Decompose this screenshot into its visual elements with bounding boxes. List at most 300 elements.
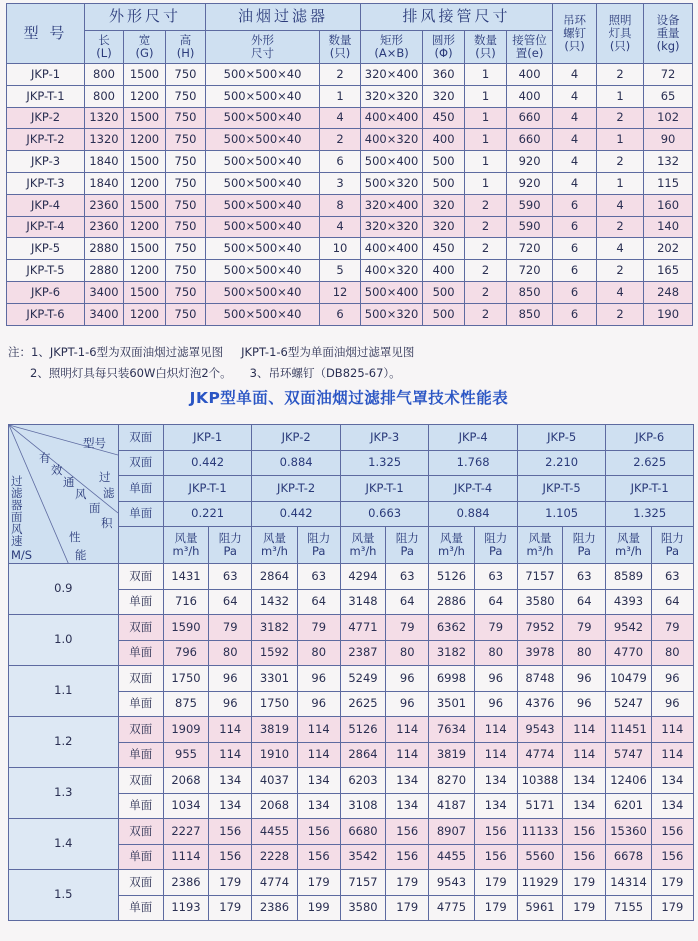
airflow-cell: 2886 xyxy=(429,589,474,615)
resistance-cell: 64 xyxy=(209,589,252,615)
spec-cell: 1320 xyxy=(85,107,124,129)
resistance-cell: 156 xyxy=(563,819,606,845)
resistance-cell: 80 xyxy=(651,640,693,666)
area-s-5: 1.105 xyxy=(517,501,606,527)
col-filter: 油烟过滤器 xyxy=(206,4,361,31)
spec-model-cell: JKP-6 xyxy=(7,281,85,303)
spec-cell: 2 xyxy=(597,107,644,129)
spec-cell: 360 xyxy=(423,64,465,86)
spec-model-cell: JKP-5 xyxy=(7,238,85,260)
spec-cell: 8 xyxy=(320,194,361,216)
resistance-cell: 179 xyxy=(386,870,429,896)
corner-area-char: 积 xyxy=(101,516,113,530)
airflow-cell: 10388 xyxy=(517,768,562,794)
unit-resistance: 阻力 Pa xyxy=(651,527,693,564)
perf-table-title: JKP型单面、双面油烟过滤排气罩技术性能表 xyxy=(189,389,509,407)
spec-cell: 2 xyxy=(320,129,361,151)
unit-resistance: 阻力 Pa xyxy=(474,527,517,564)
model-d-6: JKP-6 xyxy=(606,425,694,451)
resistance-cell: 114 xyxy=(563,717,606,743)
spec-cell: 4 xyxy=(553,85,597,107)
resistance-cell: 179 xyxy=(297,870,340,896)
resistance-cell: 134 xyxy=(651,793,693,819)
resistance-cell: 96 xyxy=(651,691,693,717)
airflow-cell: 1750 xyxy=(252,691,297,717)
spec-model-cell: JKP-T-6 xyxy=(7,303,85,325)
unit-resistance: 阻力 Pa xyxy=(563,527,606,564)
resistance-cell: 96 xyxy=(386,691,429,717)
notes xyxy=(8,342,414,384)
corner-area-char: 过 xyxy=(99,470,111,484)
airflow-cell: 4187 xyxy=(429,793,474,819)
face-type-cell: 单面 xyxy=(118,742,163,768)
spec-cell: 500×400 xyxy=(361,281,423,303)
resistance-cell: 96 xyxy=(651,666,693,692)
spec-cell: 750 xyxy=(166,107,206,129)
airflow-cell: 2864 xyxy=(340,742,385,768)
col-weight: 设备 重量 (kg) xyxy=(644,4,693,64)
spec-cell: 500×500×40 xyxy=(206,85,320,107)
airflow-cell: 7952 xyxy=(517,615,562,641)
spec-cell: 660 xyxy=(507,107,553,129)
spec-model-cell: JKP-1 xyxy=(7,64,85,86)
face-type-cell: 单面 xyxy=(118,691,163,717)
airflow-cell: 4770 xyxy=(606,640,651,666)
spec-cell: 590 xyxy=(507,216,553,238)
resistance-cell: 134 xyxy=(209,793,252,819)
spec-cell: 4 xyxy=(597,194,644,216)
spec-cell: 750 xyxy=(166,260,206,282)
perf-row xyxy=(9,819,694,845)
airflow-cell: 7155 xyxy=(606,895,651,921)
airflow-cell: 2625 xyxy=(340,691,385,717)
spec-model-cell: JKP-T-2 xyxy=(7,129,85,151)
model-s-5: JKP-T-5 xyxy=(517,476,606,502)
spec-cell: 500 xyxy=(423,281,465,303)
spec-cell: 6 xyxy=(553,194,597,216)
resistance-cell: 179 xyxy=(651,870,693,896)
spec-cell: 12 xyxy=(320,281,361,303)
spec-cell: 2360 xyxy=(85,194,124,216)
resistance-cell: 179 xyxy=(563,870,606,896)
spec-model-cell: JKP-3 xyxy=(7,151,85,173)
spec-cell: 140 xyxy=(644,216,693,238)
corner-model-label: 型号 xyxy=(83,436,106,450)
spec-cell: 500×500×40 xyxy=(206,64,320,86)
unit-airflow: 风量 m³/h xyxy=(517,527,562,564)
spec-cell: 202 xyxy=(644,238,693,260)
model-d-3: JKP-3 xyxy=(340,425,429,451)
airflow-cell: 1909 xyxy=(163,717,208,743)
spec-row xyxy=(7,281,693,303)
airflow-cell: 6203 xyxy=(340,768,385,794)
airflow-cell: 2068 xyxy=(163,768,208,794)
model-s-4: JKP-T-4 xyxy=(429,476,518,502)
spec-model-cell: JKP-T-4 xyxy=(7,216,85,238)
airflow-cell: 5126 xyxy=(340,717,385,743)
col-height: 高 (H) xyxy=(166,31,206,64)
col-model: 型 号 xyxy=(7,4,85,64)
resistance-cell: 96 xyxy=(209,666,252,692)
resistance-cell: 79 xyxy=(386,615,429,641)
speed-cell: 1.4 xyxy=(9,819,119,870)
spec-cell: 3400 xyxy=(85,303,124,325)
airflow-cell: 2864 xyxy=(252,564,297,590)
perf-table xyxy=(8,424,694,921)
spec-cell: 4 xyxy=(553,107,597,129)
area-s-2: 0.442 xyxy=(252,501,341,527)
resistance-cell: 114 xyxy=(386,742,429,768)
unit-resistance: 阻力 Pa xyxy=(209,527,252,564)
spec-cell: 400 xyxy=(507,64,553,86)
spec-table xyxy=(6,3,693,326)
area-s-4: 0.884 xyxy=(429,501,518,527)
resistance-cell: 156 xyxy=(297,844,340,870)
perf-row xyxy=(9,564,694,590)
spec-cell: 320 xyxy=(423,216,465,238)
face-type-cell: 单面 xyxy=(118,589,163,615)
resistance-cell: 156 xyxy=(386,844,429,870)
model-s-2: JKP-T-2 xyxy=(252,476,341,502)
spec-cell: 2360 xyxy=(85,216,124,238)
spec-cell: 4 xyxy=(597,281,644,303)
spec-cell: 3 xyxy=(320,172,361,194)
spec-cell: 4 xyxy=(553,64,597,86)
resistance-cell: 96 xyxy=(563,666,606,692)
speed-cell: 0.9 xyxy=(9,564,119,615)
airflow-cell: 9543 xyxy=(429,870,474,896)
airflow-cell: 3580 xyxy=(517,589,562,615)
resistance-cell: 134 xyxy=(386,793,429,819)
spec-cell: 10 xyxy=(320,238,361,260)
spec-cell: 1200 xyxy=(124,303,166,325)
airflow-cell: 3108 xyxy=(340,793,385,819)
model-d-1: JKP-1 xyxy=(163,425,252,451)
spec-cell: 320×320 xyxy=(361,216,423,238)
spec-row xyxy=(7,85,693,107)
corner-velocity-char: 过 xyxy=(11,474,23,488)
face-type-cell: 双面 xyxy=(118,870,163,896)
spec-cell: 320×400 xyxy=(361,194,423,216)
spec-row xyxy=(7,129,693,151)
airflow-cell: 1034 xyxy=(163,793,208,819)
spec-row xyxy=(7,216,693,238)
airflow-cell: 955 xyxy=(163,742,208,768)
spec-cell: 72 xyxy=(644,64,693,86)
resistance-cell: 179 xyxy=(474,870,517,896)
spec-cell: 4 xyxy=(553,172,597,194)
airflow-cell: 4393 xyxy=(606,589,651,615)
airflow-cell: 2228 xyxy=(252,844,297,870)
resistance-cell: 156 xyxy=(563,844,606,870)
corner-velocity-char: 器 xyxy=(11,498,23,512)
airflow-cell: 716 xyxy=(163,589,208,615)
area-d-2: 0.884 xyxy=(252,450,341,476)
airflow-cell: 14314 xyxy=(606,870,651,896)
face-type-cell: 双面 xyxy=(118,564,163,590)
airflow-cell: 3978 xyxy=(517,640,562,666)
resistance-cell: 114 xyxy=(651,742,693,768)
spec-cell: 1 xyxy=(597,172,644,194)
spec-cell: 500×500×40 xyxy=(206,172,320,194)
airflow-cell: 9543 xyxy=(517,717,562,743)
airflow-cell: 8270 xyxy=(429,768,474,794)
resistance-cell: 179 xyxy=(651,895,693,921)
resistance-cell: 156 xyxy=(651,819,693,845)
spec-model-cell: JKP-2 xyxy=(7,107,85,129)
col-hoist: 吊环 螺钉 (只) xyxy=(553,4,597,64)
label-single-area: 单面 xyxy=(118,501,163,527)
resistance-cell: 179 xyxy=(563,895,606,921)
col-exhaust-qty: 数量 (只) xyxy=(465,31,507,64)
resistance-cell: 63 xyxy=(474,564,517,590)
col-pos: 接管位 置(e) xyxy=(507,31,553,64)
spec-cell: 2 xyxy=(597,64,644,86)
spec-cell: 750 xyxy=(166,129,206,151)
spec-cell: 750 xyxy=(166,216,206,238)
resistance-cell: 156 xyxy=(209,844,252,870)
resistance-cell: 156 xyxy=(209,819,252,845)
area-d-6: 2.625 xyxy=(606,450,694,476)
airflow-cell: 2386 xyxy=(252,895,297,921)
spec-cell: 400 xyxy=(423,260,465,282)
spec-cell: 6 xyxy=(553,216,597,238)
spec-cell: 1320 xyxy=(85,129,124,151)
spec-cell: 1200 xyxy=(124,129,166,151)
spec-cell: 165 xyxy=(644,260,693,282)
spec-cell: 1 xyxy=(597,85,644,107)
spec-cell: 920 xyxy=(507,151,553,173)
spec-cell: 500×500×40 xyxy=(206,281,320,303)
perf-row xyxy=(9,768,694,794)
spec-cell: 6 xyxy=(553,238,597,260)
model-d-5: JKP-5 xyxy=(517,425,606,451)
area-d-5: 2.210 xyxy=(517,450,606,476)
spec-row xyxy=(7,107,693,129)
speed-cell: 1.1 xyxy=(9,666,119,717)
area-d-4: 1.768 xyxy=(429,450,518,476)
airflow-cell: 5126 xyxy=(429,564,474,590)
spec-cell: 2880 xyxy=(85,260,124,282)
spec-cell: 500 xyxy=(423,172,465,194)
area-s-1: 0.221 xyxy=(163,501,252,527)
resistance-cell: 96 xyxy=(474,666,517,692)
spec-cell: 500×500×40 xyxy=(206,238,320,260)
spec-cell: 2 xyxy=(597,260,644,282)
unit-airflow: 风量 m³/h xyxy=(429,527,474,564)
area-d-1: 0.442 xyxy=(163,450,252,476)
spec-cell: 1200 xyxy=(124,85,166,107)
resistance-cell: 80 xyxy=(386,640,429,666)
spec-cell: 6 xyxy=(320,151,361,173)
resistance-cell: 96 xyxy=(209,691,252,717)
resistance-cell: 63 xyxy=(386,564,429,590)
col-width: 宽 (G) xyxy=(124,31,166,64)
corner-velocity-unit: M/S xyxy=(11,548,33,562)
spec-row xyxy=(7,260,693,282)
face-type-cell: 单面 xyxy=(118,844,163,870)
spec-cell: 1 xyxy=(465,64,507,86)
spec-cell: 2 xyxy=(465,216,507,238)
airflow-cell: 3580 xyxy=(340,895,385,921)
resistance-cell: 134 xyxy=(474,768,517,794)
airflow-cell: 8907 xyxy=(429,819,474,845)
airflow-cell: 4455 xyxy=(252,819,297,845)
spec-cell: 2 xyxy=(320,64,361,86)
airflow-cell: 4775 xyxy=(429,895,474,921)
resistance-cell: 96 xyxy=(563,691,606,717)
spec-cell: 4 xyxy=(553,129,597,151)
airflow-cell: 8748 xyxy=(517,666,562,692)
resistance-cell: 96 xyxy=(386,666,429,692)
resistance-cell: 134 xyxy=(563,768,606,794)
resistance-cell: 156 xyxy=(386,819,429,845)
spec-cell: 1 xyxy=(465,85,507,107)
spec-cell: 1 xyxy=(597,129,644,151)
resistance-cell: 179 xyxy=(209,895,252,921)
spec-cell: 320 xyxy=(423,194,465,216)
col-length: 长 (L) xyxy=(85,31,124,64)
spec-cell: 6 xyxy=(553,260,597,282)
spec-cell: 750 xyxy=(166,238,206,260)
resistance-cell: 63 xyxy=(651,564,693,590)
resistance-cell: 114 xyxy=(474,717,517,743)
spec-cell: 160 xyxy=(644,194,693,216)
model-s-1: JKP-T-1 xyxy=(163,476,252,502)
spec-cell: 850 xyxy=(507,281,553,303)
airflow-cell: 4455 xyxy=(429,844,474,870)
airflow-cell: 3182 xyxy=(429,640,474,666)
spec-row xyxy=(7,172,693,194)
unit-resistance: 阻力 Pa xyxy=(297,527,340,564)
spec-cell: 750 xyxy=(166,64,206,86)
area-d-3: 1.325 xyxy=(340,450,429,476)
airflow-cell: 875 xyxy=(163,691,208,717)
resistance-cell: 96 xyxy=(297,666,340,692)
airflow-cell: 4774 xyxy=(252,870,297,896)
spec-cell: 1200 xyxy=(124,260,166,282)
spec-cell: 750 xyxy=(166,194,206,216)
spec-cell: 500×500×40 xyxy=(206,107,320,129)
resistance-cell: 156 xyxy=(474,819,517,845)
airflow-cell: 3819 xyxy=(429,742,474,768)
speed-cell: 1.0 xyxy=(9,615,119,666)
spec-cell: 5 xyxy=(320,260,361,282)
spec-cell: 800 xyxy=(85,64,124,86)
corner-area-char: 风 xyxy=(75,487,87,501)
airflow-cell: 10479 xyxy=(606,666,651,692)
airflow-cell: 5247 xyxy=(606,691,651,717)
spec-model-cell: JKP-T-5 xyxy=(7,260,85,282)
area-s-3: 0.663 xyxy=(340,501,429,527)
spec-cell: 800 xyxy=(85,85,124,107)
spec-cell: 400 xyxy=(423,129,465,151)
label-double-model: 双面 xyxy=(118,425,163,451)
airflow-cell: 11451 xyxy=(606,717,651,743)
spec-model-cell: JKP-4 xyxy=(7,194,85,216)
resistance-cell: 114 xyxy=(297,742,340,768)
spec-row xyxy=(7,151,693,173)
model-s-3: JKP-T-1 xyxy=(340,476,429,502)
speed-cell: 1.3 xyxy=(9,768,119,819)
spec-cell: 660 xyxy=(507,129,553,151)
spec-cell: 500×320 xyxy=(361,172,423,194)
airflow-cell: 6201 xyxy=(606,793,651,819)
unit-airflow: 风量 m³/h xyxy=(252,527,297,564)
perf-row xyxy=(9,717,694,743)
label-double-area: 双面 xyxy=(118,450,163,476)
spec-cell: 1500 xyxy=(124,281,166,303)
resistance-cell: 114 xyxy=(386,717,429,743)
spec-cell: 500×500×40 xyxy=(206,151,320,173)
speed-cell: 1.5 xyxy=(9,870,119,921)
spec-cell: 65 xyxy=(644,85,693,107)
resistance-cell: 80 xyxy=(474,640,517,666)
resistance-cell: 114 xyxy=(297,717,340,743)
spec-model-cell: JKP-T-1 xyxy=(7,85,85,107)
model-s-6: JKP-T-1 xyxy=(606,476,694,502)
resistance-cell: 79 xyxy=(651,615,693,641)
airflow-cell: 2227 xyxy=(163,819,208,845)
face-type-cell: 双面 xyxy=(118,717,163,743)
spec-cell: 1 xyxy=(465,107,507,129)
corner-perf-char: 性 xyxy=(69,530,81,544)
note-1b: JKPT-1-6型为单面油烟过滤罩见图 xyxy=(241,345,415,359)
spec-cell: 500×500×40 xyxy=(206,216,320,238)
airflow-cell: 11929 xyxy=(517,870,562,896)
spec-cell: 450 xyxy=(423,238,465,260)
airflow-cell: 6678 xyxy=(606,844,651,870)
spec-cell: 248 xyxy=(644,281,693,303)
spec-cell: 750 xyxy=(166,85,206,107)
airflow-cell: 3148 xyxy=(340,589,385,615)
airflow-cell: 7634 xyxy=(429,717,474,743)
airflow-cell: 1432 xyxy=(252,589,297,615)
resistance-cell: 63 xyxy=(209,564,252,590)
corner-header xyxy=(9,425,119,564)
face-type-cell: 单面 xyxy=(118,640,163,666)
airflow-cell: 5747 xyxy=(606,742,651,768)
airflow-cell: 1193 xyxy=(163,895,208,921)
airflow-cell: 3501 xyxy=(429,691,474,717)
unit-airflow: 风量 m³/h xyxy=(606,527,651,564)
airflow-cell: 15360 xyxy=(606,819,651,845)
col-exhaust: 排风接管尺寸 xyxy=(361,4,553,31)
corner-velocity-char: 速 xyxy=(11,534,23,548)
resistance-cell: 134 xyxy=(563,793,606,819)
corner-velocity-char: 面 xyxy=(11,510,23,524)
col-filter-dim: 外形 尺寸 xyxy=(206,31,320,64)
resistance-cell: 156 xyxy=(297,819,340,845)
airflow-cell: 6680 xyxy=(340,819,385,845)
spec-cell: 190 xyxy=(644,303,693,325)
resistance-cell: 134 xyxy=(209,768,252,794)
resistance-cell: 79 xyxy=(474,615,517,641)
airflow-cell: 4774 xyxy=(517,742,562,768)
perf-row xyxy=(9,666,694,692)
spec-cell: 500×500×40 xyxy=(206,129,320,151)
spec-cell: 1500 xyxy=(124,238,166,260)
spec-cell: 6 xyxy=(553,303,597,325)
resistance-cell: 134 xyxy=(297,793,340,819)
airflow-cell: 1114 xyxy=(163,844,208,870)
perf-row xyxy=(9,870,694,896)
label-single-model: 单面 xyxy=(118,476,163,502)
spec-cell: 1500 xyxy=(124,107,166,129)
airflow-cell: 796 xyxy=(163,640,208,666)
airflow-cell: 11133 xyxy=(517,819,562,845)
corner-velocity-char: 滤 xyxy=(11,486,23,500)
